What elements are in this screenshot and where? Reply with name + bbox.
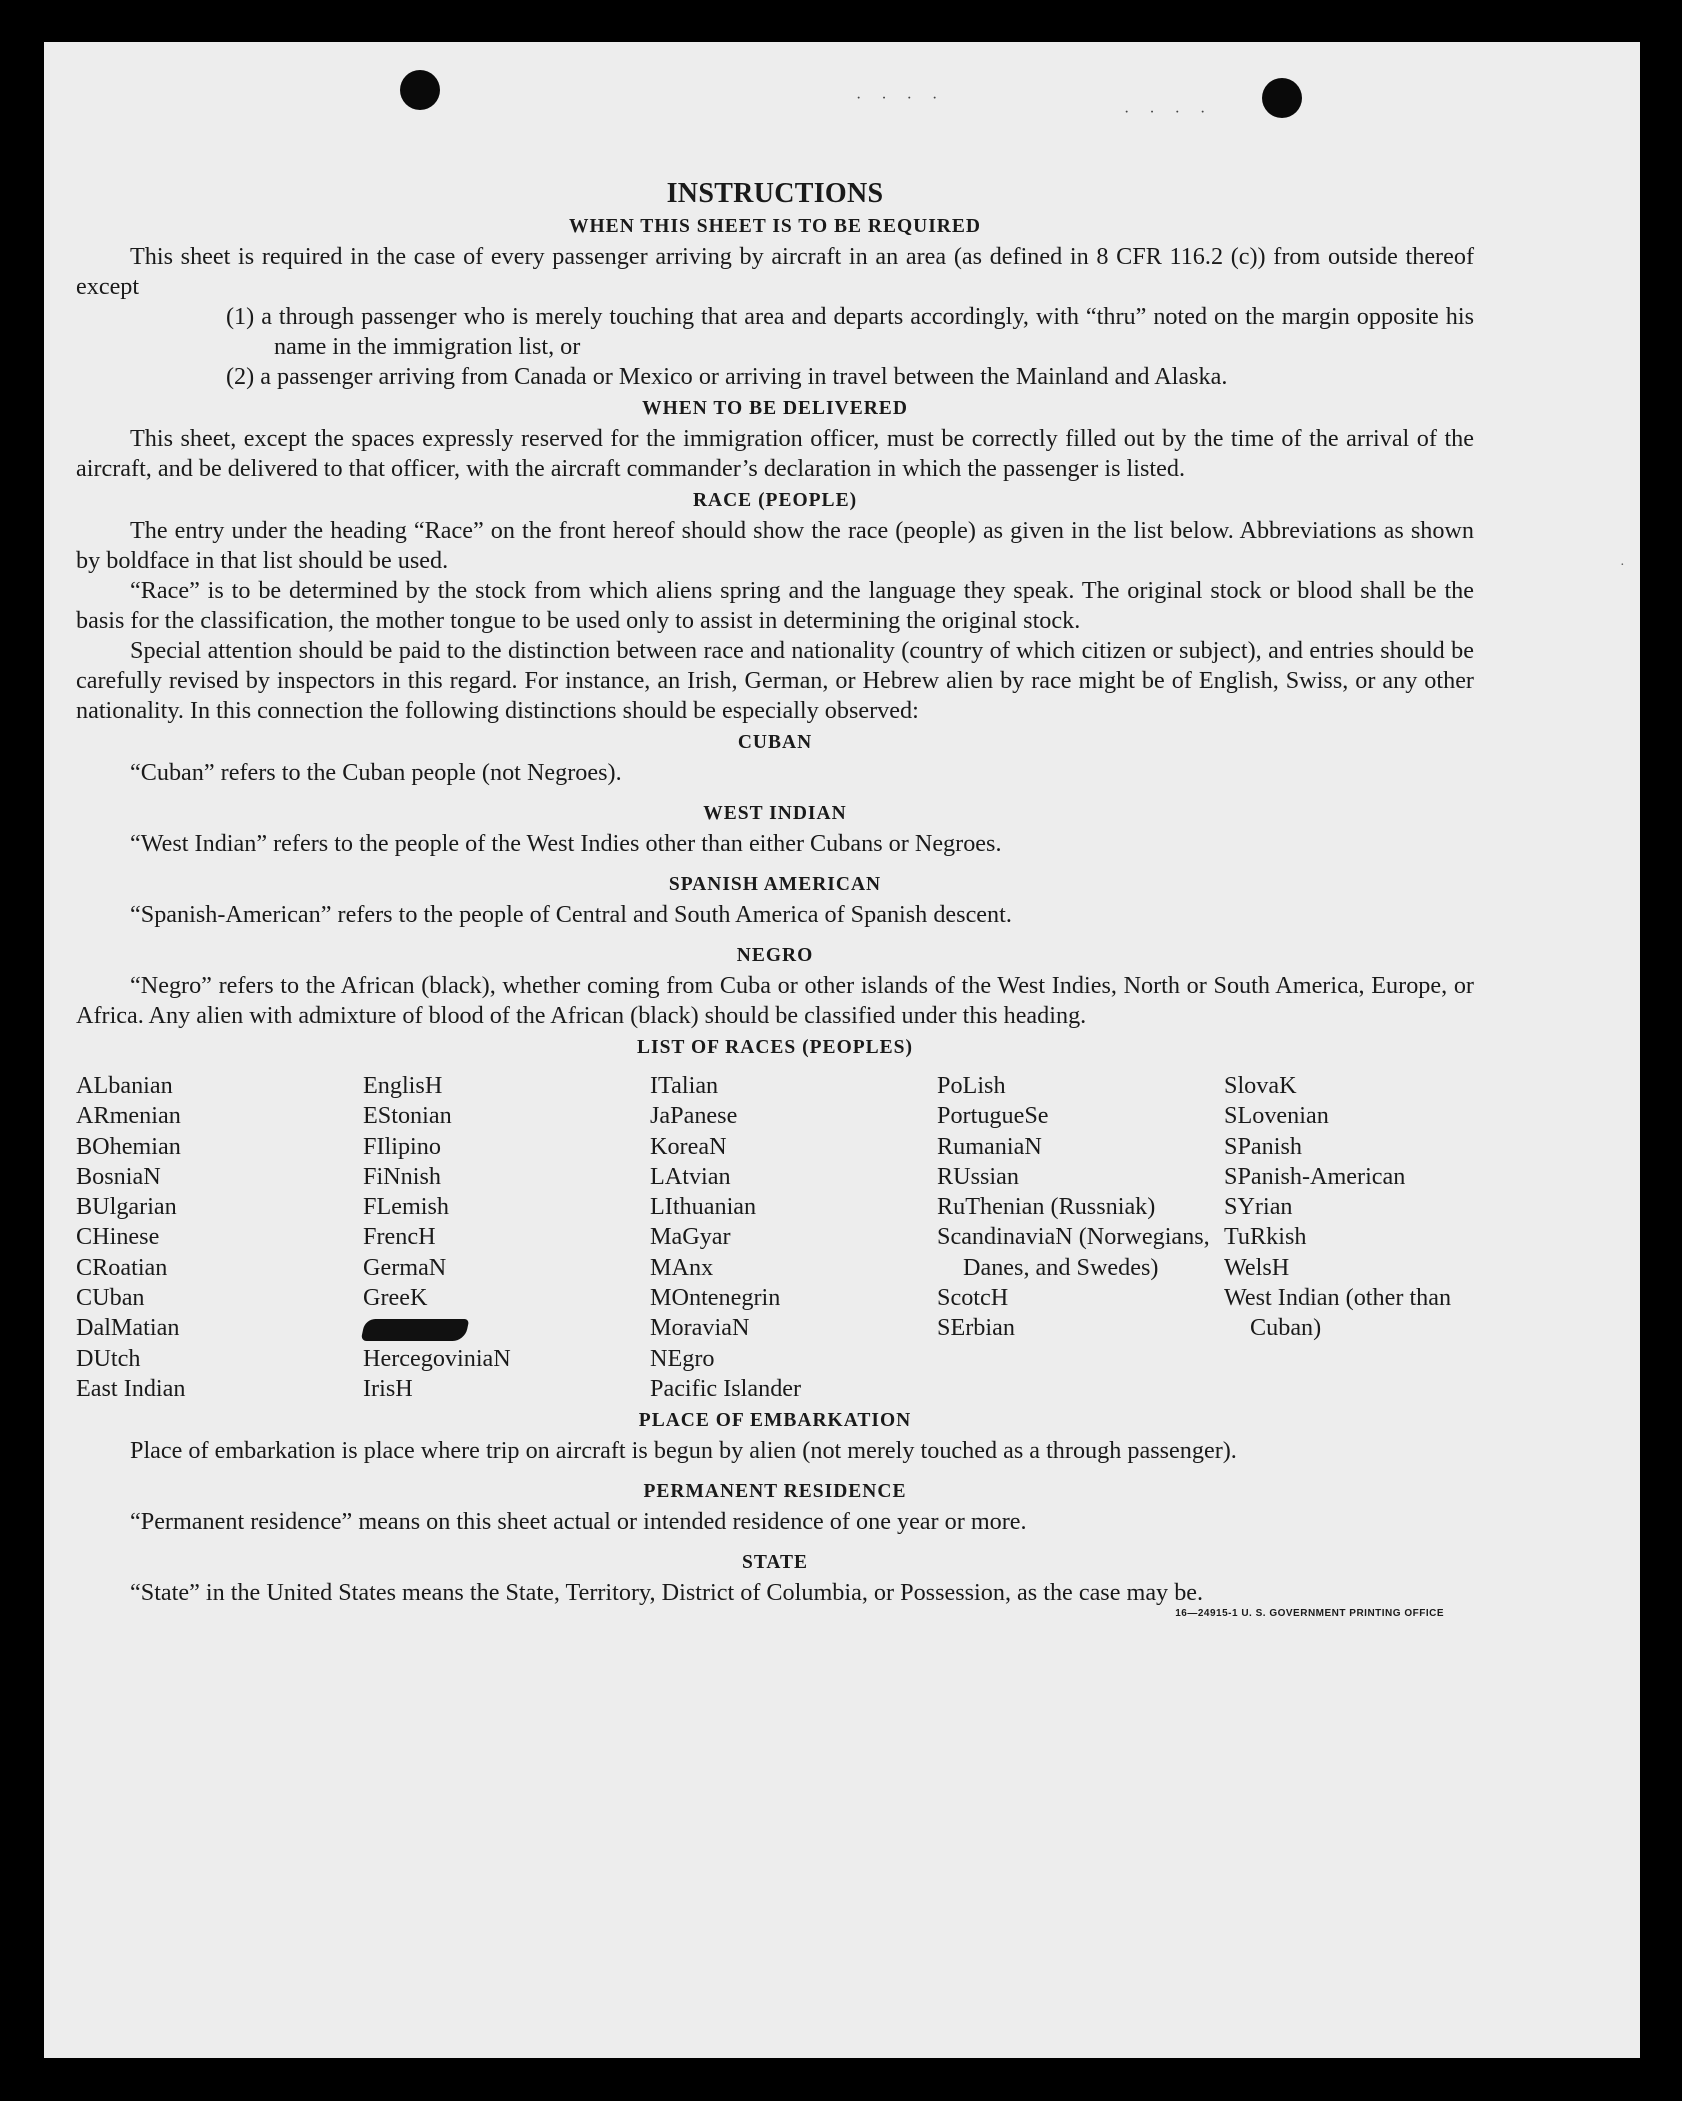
race-item: FIlipino (363, 1132, 441, 1160)
heading-cuban: CUBAN (737, 732, 813, 753)
heading-permanent-residence: PERMANENT RESIDENCE (643, 1481, 907, 1503)
race-item: MoraviaN (650, 1314, 750, 1342)
race-item: BOhemian (76, 1132, 181, 1160)
race-item: MaGyar (650, 1223, 731, 1251)
heading-delivered: WHEN TO BE DELIVERED (642, 398, 908, 419)
required-item-2: (2) a passenger arriving from Canada or Mexico or arriving in travel between the Mainland and Alaska. (226, 363, 1228, 390)
races-list (76, 1071, 1474, 1404)
cuban-text: “Cuban” refers to the Cuban people (not Negroes). (130, 759, 622, 786)
page-title: INSTRUCTIONS (666, 178, 884, 209)
race-item: ARmenian (76, 1102, 181, 1130)
race-item: CHinese (76, 1223, 160, 1251)
instructions-body (76, 178, 1474, 1623)
state-text: “State” in the United States means the State, Territory, District of Columbia, or Possession, as the case may be. (130, 1579, 1204, 1607)
scan-specks: · (1620, 558, 1625, 573)
races-column-3 (650, 1071, 937, 1404)
race-item: IrisH (363, 1374, 413, 1402)
race-item: FLemish (363, 1193, 450, 1221)
race-item: LIthuanian (650, 1193, 757, 1221)
race-item: EStonian (363, 1102, 452, 1130)
heading-list-of-races: LIST OF RACES (PEOPLES) (636, 1037, 913, 1058)
heading-required: WHEN THIS SHEET IS TO BE REQUIRED (569, 216, 981, 237)
race-item: EnglisH (363, 1072, 443, 1099)
punch-hole-right (1262, 78, 1302, 118)
instruction-sheet (44, 42, 1640, 2058)
redacted-entry (363, 1313, 650, 1343)
race-item: LAtvian (650, 1162, 731, 1190)
race-item: RuThenian (Russniak) (937, 1193, 1156, 1221)
heading-spanish-american: SPANISH AMERICAN (668, 874, 882, 895)
race-item: DUtch (76, 1344, 141, 1372)
race-item: KoreaN (650, 1132, 727, 1160)
races-column-4 (937, 1071, 1224, 1404)
heading-race: RACE (PEOPLE) (692, 490, 858, 511)
race-item: SErbian (937, 1314, 1015, 1342)
required-intro: This sheet is required in the case of every passenger arriving by aircraft in an area (as defined in 8 CFR 116.2 (c)) from outside thereof except (76, 243, 1474, 300)
race-item: FiNnish (363, 1162, 441, 1190)
scan-specks: · · · · (856, 90, 946, 107)
races-column-5 (1224, 1071, 1474, 1404)
race-item: ScotcH (937, 1284, 1009, 1312)
heading-negro: NEGRO (736, 945, 814, 966)
race-paragraph: The entry under the heading “Race” on the front hereof should show the race (people) as given in the list below. Abbreviations as shown by boldface in that list should be used. (76, 517, 1474, 574)
race-item: MAnx (650, 1253, 714, 1281)
race-item: East Indian (76, 1374, 186, 1402)
delivered-text: This sheet, except the spaces expressly reserved for the immigration officer, must be correctly filled out by the time of the arrival of the aircraft, and be delivered to that officer, with the aircraft commander’s declaration in which the passenger is listed. (76, 425, 1474, 482)
race-item: PortugueSe (937, 1102, 1049, 1130)
race-item: WelsH (1224, 1253, 1290, 1281)
races-column-1 (76, 1071, 363, 1404)
race-item: HercegoviniaN (363, 1344, 511, 1372)
race-item: TuRkish (1224, 1223, 1307, 1251)
race-item: CRoatian (76, 1253, 168, 1281)
race-item: SPanish (1224, 1132, 1302, 1160)
heading-west-indian: WEST INDIAN (703, 803, 847, 824)
race-item: RumaniaN (937, 1132, 1042, 1160)
heading-embarkation: PLACE OF EMBARKATION (638, 1410, 912, 1432)
race-item: Pacific Islander (650, 1374, 802, 1402)
required-item-1: (1) a through passenger who is merely touching that area and departs accordingly, with “thru” noted on the margin opposite his name in the immigration list, or (226, 303, 1474, 360)
races-column-2 (363, 1071, 650, 1404)
race-item: FrencH (363, 1223, 436, 1251)
race-item: BosniaN (76, 1162, 161, 1190)
residence-text: “Permanent residence” means on this sheet actual or intended residence of one year or more. (130, 1508, 1027, 1536)
race-item: CUban (76, 1284, 145, 1312)
race-item: BUlgarian (76, 1193, 177, 1221)
embarkation-text: Place of embarkation is place where trip on aircraft is begun by alien (not merely touched as a through passenger). (130, 1437, 1237, 1465)
spanish-american-text: “Spanish-American” refers to the people of Central and South America of Spanish descent. (130, 901, 1012, 928)
race-item: West Indian (other than Cuban) (1224, 1284, 1452, 1342)
negro-text: “Negro” refers to the African (black), whether coming from Cuba or other islands of the West Indies, North or South America, Europe, or Africa. Any alien with admixture of blood of the African (black) should be classified under this heading. (76, 972, 1474, 1029)
race-item: ScandinaviaN (Norwegians, Danes, and Swedes) (937, 1223, 1210, 1281)
redaction-mark (361, 1319, 470, 1341)
scan-specks: · · · · (1124, 104, 1214, 121)
race-paragraph: “Race” is to be determined by the stock from which aliens spring and the language they speak. The original stock or blood shall be the basis for the classification, the mother tongue to be used only to assist in determining the original stock. (76, 577, 1474, 634)
punch-hole-left (400, 70, 440, 110)
print-code: 16—24915-1 U. S. GOVERNMENT PRINTING OFFICE (1175, 1608, 1444, 1620)
race-item: MOntenegrin (650, 1284, 781, 1312)
race-item: SYrian (1224, 1193, 1293, 1221)
west-indian-text: “West Indian” refers to the people of the West Indies other than either Cubans or Negroes. (130, 830, 1002, 857)
race-item: SLovenian (1224, 1102, 1329, 1130)
race-item: ALbanian (76, 1072, 173, 1099)
race-item: JaPanese (650, 1102, 738, 1130)
race-item: PoLish (937, 1072, 1006, 1099)
race-item: DalMatian (76, 1314, 180, 1342)
race-item: RUssian (937, 1162, 1019, 1190)
heading-state: STATE (741, 1552, 809, 1574)
footer (76, 1608, 1474, 1623)
race-item: SPanish-American (1224, 1162, 1406, 1190)
race-item: GreeK (363, 1284, 428, 1312)
race-item: SlovaK (1224, 1072, 1297, 1099)
race-paragraph: Special attention should be paid to the distinction between race and nationality (country of which citizen or subject), and entries should be carefully revised by inspectors in this regard. For instance, an Irish, German, or Hebrew alien by race might be of English, Swiss, or any other nationality. In this connection the following distinctions should be especially observed: (76, 637, 1474, 724)
race-item: GermaN (363, 1253, 447, 1281)
race-item: ITalian (650, 1072, 719, 1099)
race-item: NEgro (650, 1344, 715, 1372)
